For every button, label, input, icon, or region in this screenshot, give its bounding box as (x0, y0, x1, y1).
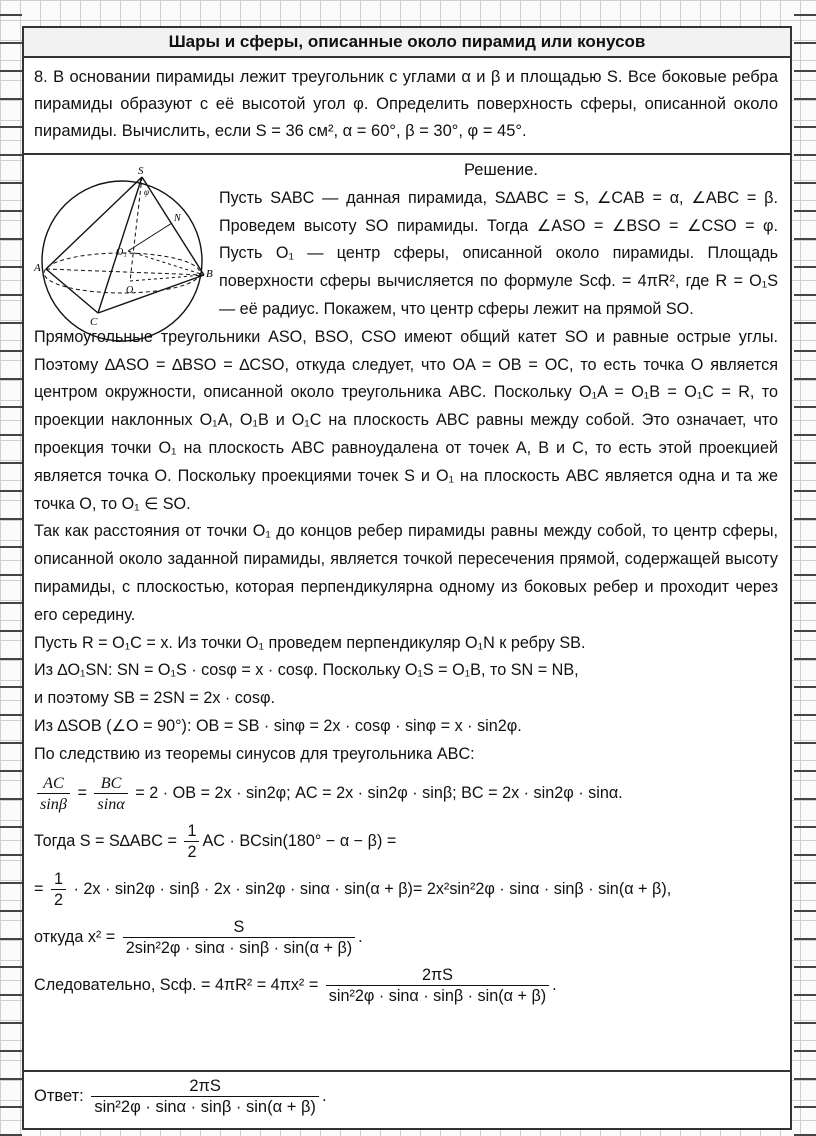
label-o1: O₁ (116, 247, 127, 258)
sphere-pyramid-figure (32, 165, 214, 343)
solution-paragraph-2: Так как расстояния от точки O₁ до концов ребер пирамиды равны между собой, то центр сферы, описанной около заданной пирамиды, является точкой пересечения прямой, содержащей высоту пирамиды, с плоскостью, которая перпендикулярна одному из боковых ребер и проходит через его середину. (34, 522, 778, 624)
label-a: A (34, 262, 41, 274)
formula-x-squared: откуда x² = $\frac{S}{\text{2sin²2φ · sinα · sinβ · sin(α + β)}}$ . (34, 917, 363, 957)
fraction-half: $\frac{1}{2}$ (184, 821, 199, 862)
solution-paragraph-1: Прямоугольные треугольники ASO, BSO, CSO имеют общий катет SO и равные острые углы. Поэтому ∆ASO = ∆BSO = ∆CSO, откуда следует, что OA = OB = OC, то есть точка O является центром окружности, описанной около треугольника ABC. Поскольку O₁A = O₁B = O₁C = R, то проекции наклонных O₁A, O₁B и O₁C на плоскость ABC равны между собой. Это означает, что проекция точки O₁ на плоскость ABC равноудалена от точек A, B и C, то есть этой проекцией является точка O. Поскольку проекциями точек S и O₁ на плоскость ABC является одна и та же точка O, то O₁ ∈ SO. (34, 327, 778, 513)
fraction-ac-sinb: $\frac{AC}{\sin\beta}$ (37, 773, 70, 814)
fraction-bc-sina: $\frac{BC}{\sin\alpha}$ (94, 773, 127, 814)
formula-area: Тогда S = S∆ABC = $\frac{1}{2}$ AC · BCsin(180° − α − β) = (34, 821, 397, 861)
label-phi: φ (144, 187, 149, 197)
page-title: Шары и сферы, описанные около пирамид или конусов (24, 28, 790, 58)
right-margin-ticks (794, 0, 816, 1136)
content-frame (22, 26, 792, 1130)
solution-block (24, 155, 790, 1009)
answer-block: Ответ: $\frac{2\pi S}{\text{sin²2φ · sinα · sinβ · sin(α + β)}}$ . (24, 1070, 790, 1128)
answer-fraction: $\frac{2\pi S}{\text{sin²2φ · sinα · sinβ · sin(α + β)}}$ (91, 1076, 319, 1117)
solution-title: Решение. (464, 161, 538, 179)
fraction-x-squared: $\frac{S}{\text{2sin²2φ · sinα · sinβ · sin(α + β)}}$ (123, 917, 355, 958)
label-o: O (126, 285, 134, 296)
answer-label: Ответ: (34, 1086, 84, 1105)
solution-line-5: По следствию из теоремы синусов для треугольника ABC: (34, 744, 475, 763)
label-b: B (206, 268, 213, 280)
formula-sine-theorem: $\frac{AC}{\sin\beta}$ = $\frac{BC}{\sin\alpha}$ = 2 · OB = 2x · sin2φ; AC = 2x · sin2φ · sinβ; BC = 2x · sin2φ · sinα. (34, 769, 778, 817)
solution-line-4: Из ∆SOB (∠O = 90°): OB = SB · sinφ = 2x · cosφ · sinφ = x · sin2φ. (34, 716, 522, 735)
solution-line-1: Пусть R = O₁C = x. Из точки O₁ проведем перпендикуляр O₁N к ребру SB. (34, 633, 586, 652)
fraction-half-2: $\frac{1}{2}$ (51, 869, 66, 910)
problem-statement: 8. В основании пирамиды лежит треугольник с углами α и β и площадью S. Все боковые ребра пирамиды образуют с её высотой угол φ. Определить поверхность сферы, описанной около пирамиды. Вычислить, если S = 36 см², α = 60°, β = 30°, φ = 45°. (24, 58, 790, 155)
solution-line-2: Из ∆O₁SN: SN = O₁S · cosφ = x · cosφ. Поскольку O₁S = O₁B, то SN = NB, (34, 661, 579, 680)
solution-intro: Пусть SABC — данная пирамида, S∆ABC = S, ∠CAB = α, ∠ABC = β. Проведем высоту SO пирамиды. Тогда ∠ASO = ∠BSO = ∠CSO = φ. Пусть O₁ — центр сферы, описанной около пирамиды. Площадь поверхности сферы вычисляется по формуле Sсф. = 4πR², где R = O₁S — её радиус. Покажем, что центр сферы лежит на прямой SO. (219, 188, 778, 318)
label-c: C (90, 316, 98, 328)
solution-line-3: и поэтому SB = 2SN = 2x · cosφ. (34, 689, 275, 708)
formula-sphere-area: Следовательно, Sсф. = 4πR² = 4πx² = $\frac{2\pi S}{\text{sin²2φ · sinα · sinβ · sin(α + β)}}$ . (34, 965, 557, 1005)
label-s: S (138, 165, 144, 177)
sphere-outline (42, 181, 202, 341)
left-margin-ticks (0, 0, 22, 1136)
formula-area-expanded: = $\frac{1}{2}$ · 2x · sin2φ · sinβ · 2x · sin2φ · sinα · sin(α + β)= 2x²sin²2φ · sinα · sinβ · sin(α + β), (34, 869, 672, 909)
fraction-sphere-area: $\frac{2\pi S}{\text{sin²2φ · sinα · sinβ · sin(α + β)}}$ (326, 965, 549, 1006)
label-n: N (174, 213, 181, 224)
